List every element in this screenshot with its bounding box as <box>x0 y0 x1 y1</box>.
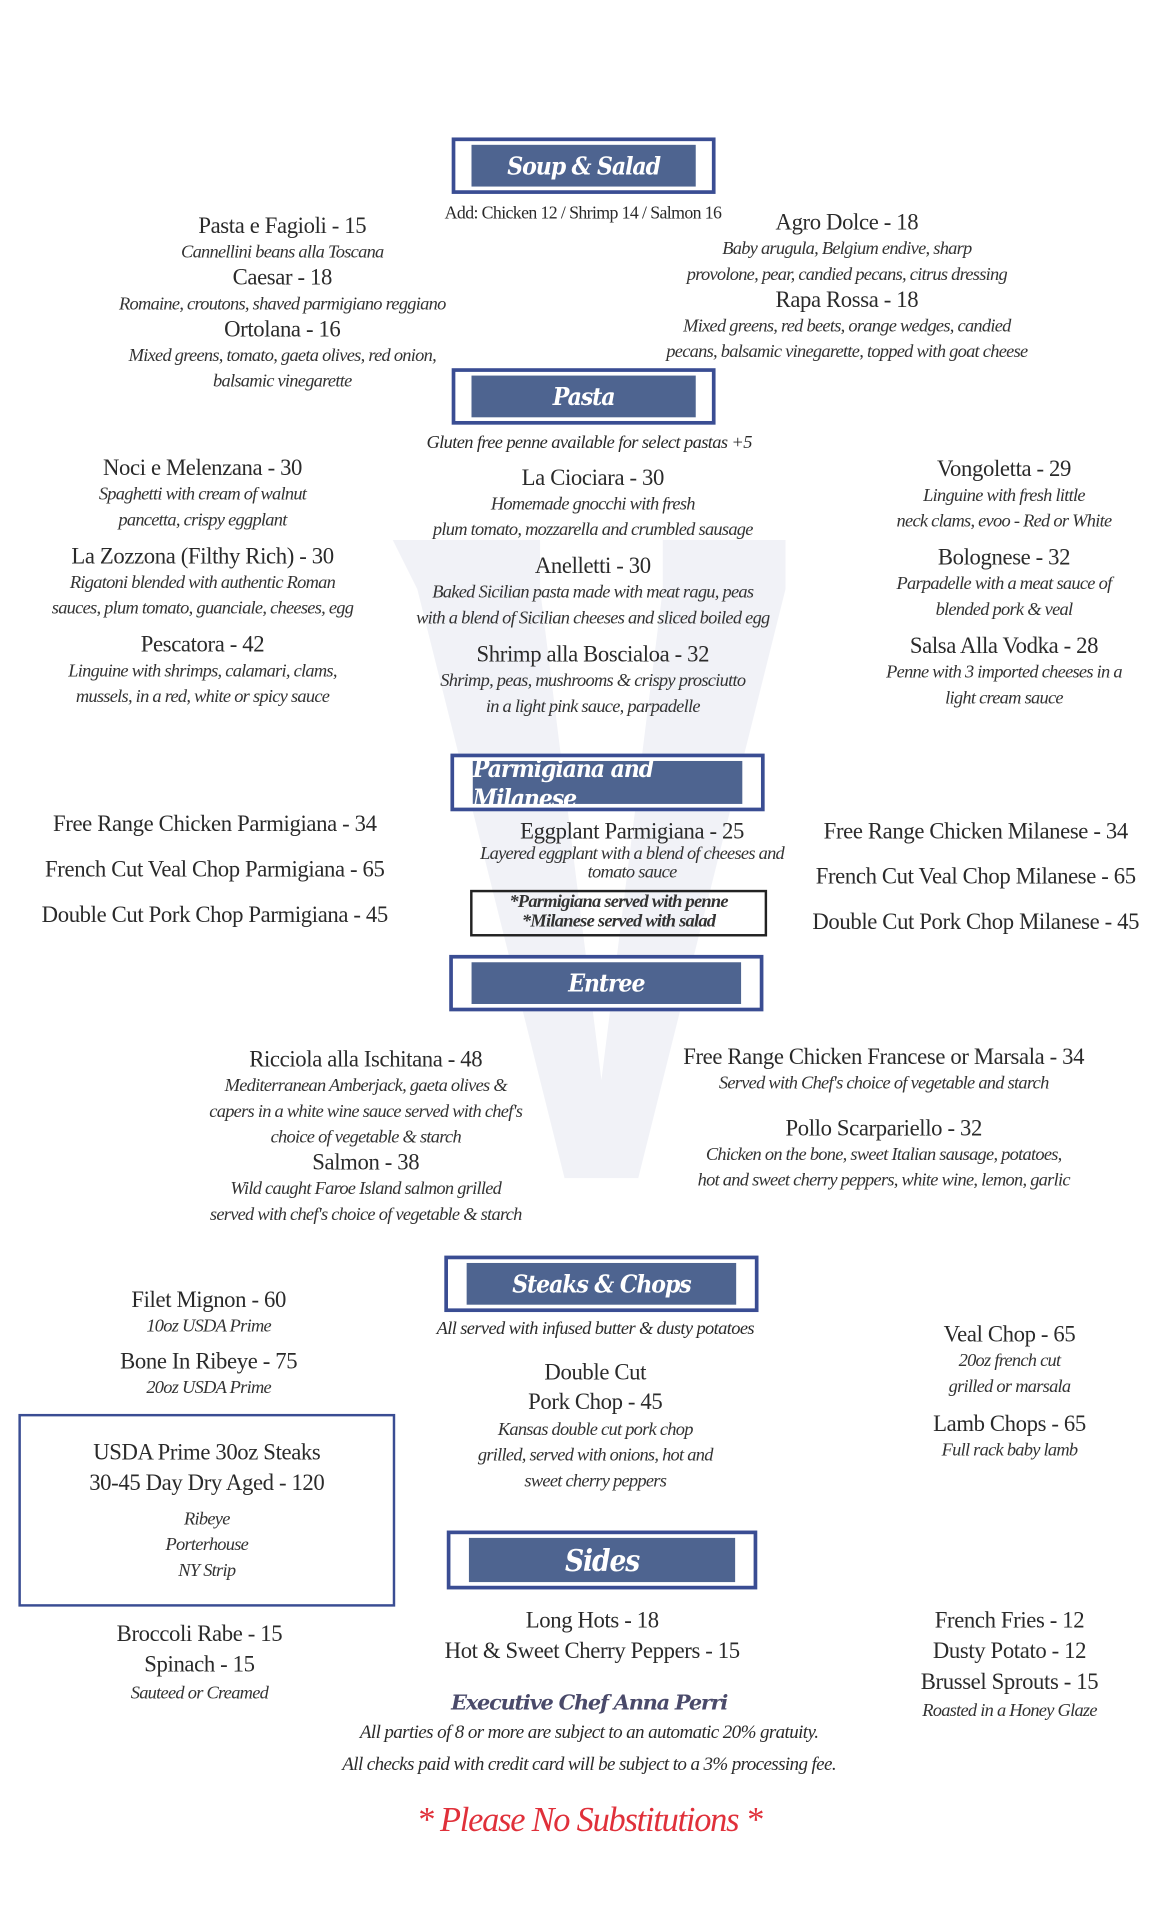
item-description: sauces, plum tomato, guanciale, cheeses, egg <box>51 598 354 619</box>
menu-item <box>859 1413 1160 1465</box>
item-name: La Ciociara - 30 <box>521 466 664 491</box>
section-header-pasta <box>452 368 716 424</box>
menu-item <box>49 1651 350 1707</box>
section-header-parmigiana-milanese <box>450 754 764 812</box>
item-description: 20oz USDA Prime <box>146 1378 271 1398</box>
processing-fee-notice: All checks paid with credit card will be subject to a 3% processing fee. <box>342 1753 836 1775</box>
item-name: Vongoletta - 29 <box>936 457 1072 483</box>
section-header-soup-salad <box>452 137 716 193</box>
menu-item <box>74 215 491 267</box>
item-name: Double Cut Pork Chop Milanese - 45 <box>812 910 1140 936</box>
item-description: grilled or marsala <box>948 1377 1071 1397</box>
item-description: grilled, served with onions, hot and <box>477 1445 713 1466</box>
item-name: Bone In Ribeye - 75 <box>120 1350 298 1375</box>
menu-item <box>786 820 1166 846</box>
menu-item <box>0 813 430 839</box>
item-description: balsamic vinegarette <box>213 371 352 392</box>
item-name: Rapa Rossa - 18 <box>775 288 919 313</box>
menu-item <box>614 211 1080 288</box>
item-description: 20oz french cut <box>958 1351 1061 1371</box>
menu-item <box>380 466 805 543</box>
menu-item <box>0 903 430 929</box>
sides-left-column <box>49 1620 350 1707</box>
item-name: Ortolana - 16 <box>224 317 341 343</box>
gluten-free-note: Gluten free penne available for select pastas +5 <box>426 433 752 453</box>
menu-item <box>844 458 1163 535</box>
item-description: Kansas double cut pork chop <box>497 1420 693 1440</box>
no-substitutions-notice: * Please No Substitutions * <box>416 1801 762 1840</box>
item-description: provolone, pear, candied pecans, citrus dressing <box>686 265 1007 285</box>
menu-item <box>393 1607 792 1638</box>
item-name: French Cut Veal Chop Parmigiana - 65 <box>45 857 385 883</box>
item-name: Filet Mignon - 60 <box>131 1288 286 1314</box>
menu-item <box>626 1046 1141 1098</box>
entree-right-column <box>626 1046 1141 1214</box>
note-line: *Milanese served with salad <box>521 911 716 932</box>
menu-item <box>157 1151 574 1228</box>
cut-item: Ribeye <box>183 1509 230 1530</box>
prime-box-subtitle: 30-45 Day Dry Aged - 120 <box>89 1471 325 1497</box>
item-name: La Zozzona (Filthy Rich) - 30 <box>71 544 334 570</box>
item-name: Dusty Potato - 12 <box>932 1639 1087 1665</box>
item-description: Served with Chef's choice of vegetable and starch <box>718 1073 1049 1094</box>
entree-left-column <box>157 1048 574 1228</box>
menu-item <box>859 1637 1160 1668</box>
menu-item <box>49 1620 350 1651</box>
add-protein-note: Add: Chicken 12 / Shrimp 14 / Salmon 16 <box>444 203 722 224</box>
item-description: Cannellini beans alla Toscana <box>181 243 384 263</box>
menu-item <box>844 546 1163 623</box>
item-description: Mixed greens, red beets, orange wedges, candied <box>683 316 1011 337</box>
soup-right-column <box>614 211 1080 366</box>
menu-item <box>380 643 805 720</box>
item-description: Mixed greens, tomato, gaeta olives, red onion, <box>128 346 436 366</box>
parm-middle-column <box>454 820 810 883</box>
menu-item <box>844 635 1163 712</box>
parm-right-column <box>786 820 1166 956</box>
item-description: Spaghetti with cream of walnut <box>98 484 307 505</box>
menu-item <box>0 858 430 884</box>
menu-item <box>0 545 405 622</box>
item-description: Rigatoni blended with authentic Roman <box>69 573 336 593</box>
item-description: hot and sweet cherry peppers, white wine, lemon, garlic <box>697 1170 1070 1191</box>
menu-item <box>859 1668 1160 1724</box>
item-name: Anelletti - 30 <box>534 554 651 580</box>
menu-item <box>786 865 1166 891</box>
parm-milanese-note-box <box>470 890 767 937</box>
item-description: Linguine with fresh little <box>923 486 1085 506</box>
item-name: Pollo Scarpariello - 32 <box>785 1116 982 1142</box>
item-description: Homemade gnocchi with fresh <box>490 494 695 515</box>
item-description: Romaine, croutons, shaved parmigiano reggiano <box>119 294 446 315</box>
item-name: Shrimp alla Boscialoa - 32 <box>476 643 710 668</box>
item-description: pecans, balsamic vinegarette, topped with goat cheese <box>666 342 1028 363</box>
note-line: *Parmigiana served with penne <box>509 892 728 912</box>
item-description: Roasted in a Honey Glaze <box>922 1701 1097 1721</box>
item-description: Wild caught Faroe Island salmon grilled <box>230 1179 502 1200</box>
item-description: mussels, in a red, white or spicy sauce <box>75 687 330 707</box>
soup-left-column <box>74 215 491 395</box>
section-header-entree <box>449 955 763 1011</box>
item-description: tomato sauce <box>587 862 677 883</box>
item-description: Parpadelle with a meat sauce of <box>896 574 1112 595</box>
item-name: Free Range Chicken Milanese - 34 <box>823 819 1128 845</box>
steaks-left-column <box>49 1289 368 1412</box>
section-title: Entree <box>472 962 742 1004</box>
item-name: Eggplant Parmigiana - 25 <box>520 819 745 845</box>
sides-middle-column <box>393 1607 792 1668</box>
item-description: Shrimp, peas, mushrooms & crispy prosciutto <box>440 671 746 692</box>
menu-item <box>614 288 1080 365</box>
menu-item <box>0 457 405 534</box>
steaks-note: All served with infused butter & dusty potatoes <box>436 1319 754 1340</box>
item-name: Long Hots - 18 <box>525 1609 659 1634</box>
item-name: Double Cut Pork Chop Parmigiana - 45 <box>41 903 388 928</box>
item-name: Hot & Sweet Cherry Peppers - 15 <box>444 1639 740 1665</box>
item-name: Veal Chop - 65 <box>943 1323 1076 1348</box>
cut-item: NY Strip <box>178 1561 236 1581</box>
item-description: Full rack baby lamb <box>941 1440 1078 1461</box>
pasta-left-column <box>0 457 405 722</box>
item-description: Mediterranean Amberjack, gaeta olives & <box>224 1076 507 1097</box>
item-description: Linguine with shrimps, calamari, clams, <box>68 661 337 682</box>
steaks-right-column <box>859 1323 1160 1476</box>
section-header-steaks-chops <box>444 1256 758 1312</box>
pasta-right-column <box>844 458 1163 723</box>
menu-item <box>0 633 405 710</box>
item-description: blended pork & veal <box>935 600 1073 620</box>
steaks-middle-column <box>405 1359 785 1495</box>
item-name: Spinach - 15 <box>144 1653 255 1678</box>
item-name: Lamb Chops - 65 <box>933 1412 1086 1438</box>
menu-item <box>405 1388 785 1495</box>
item-description: Sauteed or Creamed <box>130 1683 269 1704</box>
section-title: Steaks & Chops <box>467 1263 737 1305</box>
menu-item <box>454 820 810 883</box>
item-name: Brussel Sprouts - 15 <box>920 1670 1099 1695</box>
item-name: Broccoli Rabe - 15 <box>116 1622 283 1648</box>
sides-right-column <box>859 1607 1160 1725</box>
item-description: in a light pink sauce, parpadelle <box>485 697 700 717</box>
menu-item <box>859 1607 1160 1638</box>
menu-item <box>157 1048 574 1151</box>
item-description: served with chef's choice of vegetable & starch <box>209 1205 522 1225</box>
section-title: Pasta <box>471 376 695 418</box>
item-description: pancetta, crispy eggplant <box>118 510 287 531</box>
item-description: Layered eggplant with a blend of cheeses and <box>480 844 785 865</box>
menu-item <box>49 1289 368 1341</box>
item-description: plum tomato, mozzarella and crumbled sausage <box>432 520 753 541</box>
item-name: Agro Dolce - 18 <box>775 211 919 236</box>
item-name: Double Cut <box>544 1361 647 1386</box>
item-description: choice of vegetable & starch <box>270 1127 461 1148</box>
item-description: Baked Sicilian pasta made with meat ragu, peas <box>432 583 754 603</box>
prime-box-title: USDA Prime 30oz Steaks <box>93 1440 321 1466</box>
item-description: Chicken on the bone, sweet Italian sausage, potatoes, <box>705 1145 1062 1165</box>
item-name: Bolognese - 32 <box>937 546 1071 571</box>
pasta-middle-column <box>380 466 805 731</box>
item-description: Baby arugula, Belgium endive, sharp <box>722 239 972 259</box>
menu-item <box>393 1637 792 1668</box>
executive-chef: Executive Chef Anna Perri <box>451 1691 728 1716</box>
item-name: Pescatora - 42 <box>140 633 265 658</box>
item-name: Free Range Chicken Parmigiana - 34 <box>53 812 377 838</box>
parm-left-column <box>0 813 430 949</box>
section-header-sides <box>447 1531 758 1590</box>
item-name: Pork Chop - 45 <box>528 1390 663 1416</box>
item-description: with a blend of Sicilian cheeses and sliced boiled egg <box>416 608 770 629</box>
menu-item <box>74 266 491 318</box>
usda-prime-box <box>18 1414 395 1607</box>
menu-item <box>626 1117 1141 1194</box>
item-name: Pasta e Fagioli - 15 <box>198 214 367 240</box>
section-title: Soup & Salad <box>471 145 695 187</box>
menu-item <box>786 911 1166 937</box>
gratuity-notice: All parties of 8 or more are subject to an automatic 20% gratuity. <box>359 1722 819 1743</box>
menu-item <box>380 555 805 632</box>
menu-item <box>859 1323 1160 1400</box>
menu-item <box>405 1359 785 1388</box>
item-description: light cream sauce <box>945 688 1063 709</box>
item-name: Ricciola alla Ischitana - 48 <box>249 1048 483 1073</box>
item-description: 10oz USDA Prime <box>146 1316 271 1337</box>
item-description: sweet cherry peppers <box>524 1471 667 1492</box>
section-title: Parmigiana and Milanese <box>473 761 743 804</box>
item-name: Free Range Chicken Francese or Marsala - 34 <box>683 1045 1085 1071</box>
cut-item: Porterhouse <box>165 1535 249 1556</box>
item-name: French Cut Veal Chop Milanese - 65 <box>815 865 1136 890</box>
item-description: capers in a white wine sauce served with chef's <box>209 1102 523 1122</box>
item-name: Caesar - 18 <box>232 266 332 291</box>
item-name: Salmon - 38 <box>312 1151 420 1176</box>
item-description: neck clams, evoo - Red or White <box>896 511 1112 532</box>
section-title: Sides <box>469 1538 735 1582</box>
item-name: Salsa Alla Vodka - 28 <box>909 634 1099 660</box>
menu-item <box>49 1350 368 1402</box>
item-name: Noci e Melenzana - 30 <box>102 456 303 482</box>
item-name: French Fries - 12 <box>934 1609 1085 1634</box>
item-description: Penne with 3 imported cheeses in a <box>886 662 1122 683</box>
menu-item <box>74 318 491 395</box>
